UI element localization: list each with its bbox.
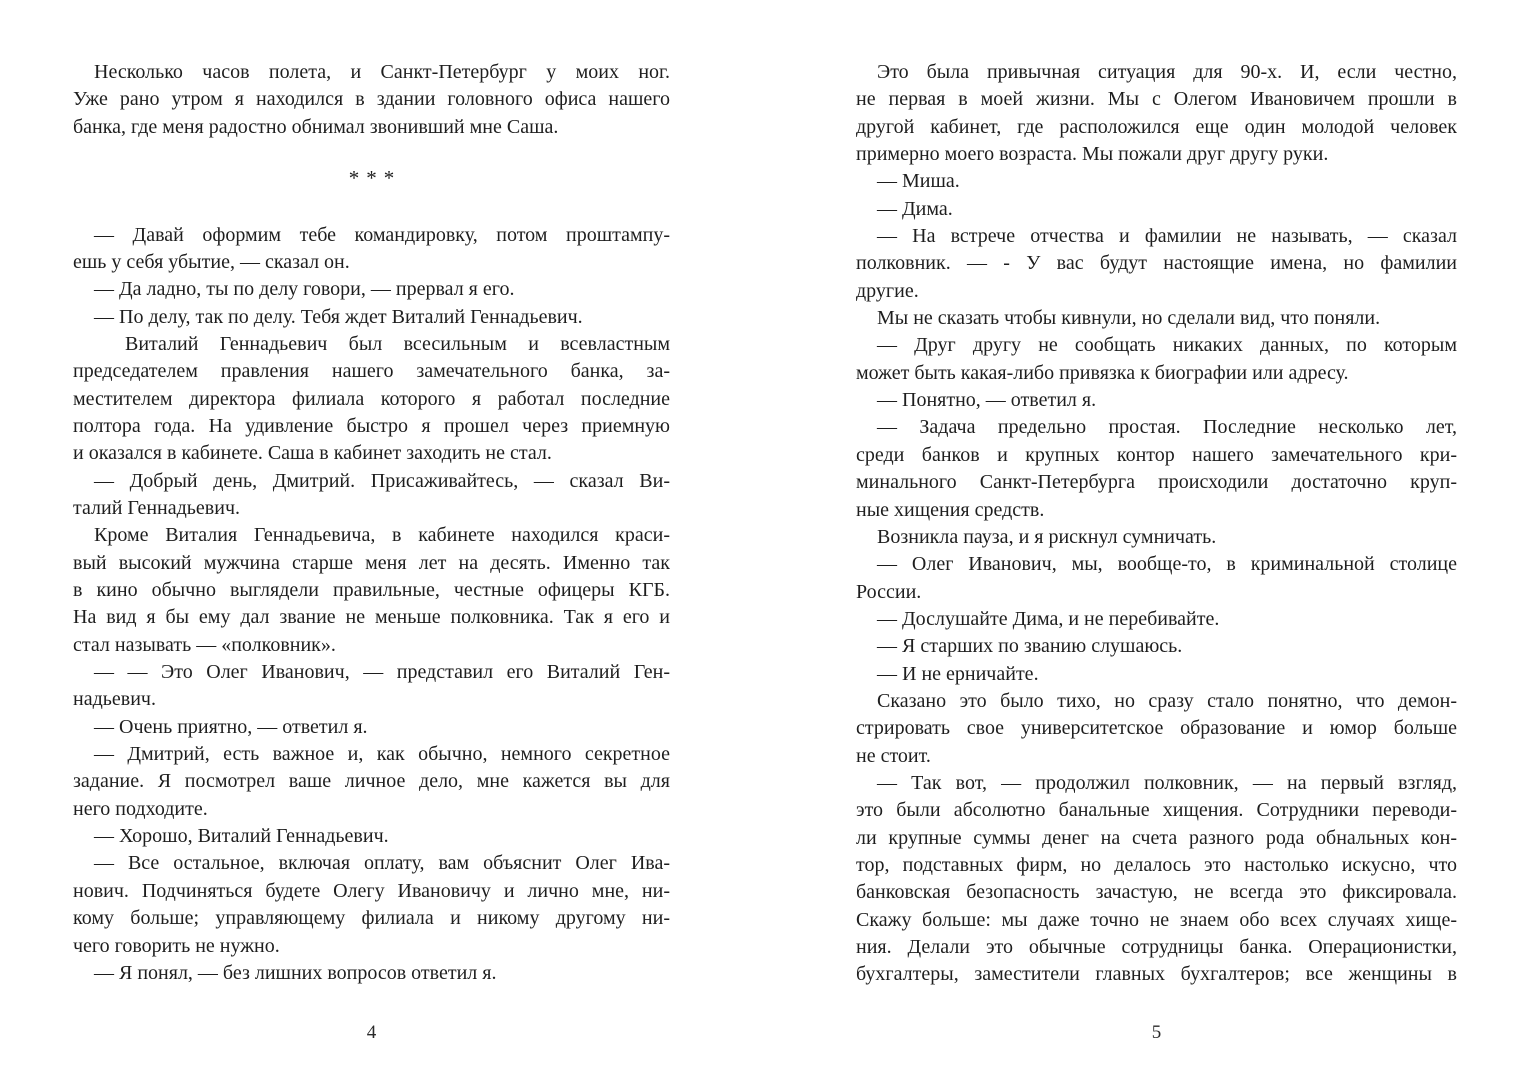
text-line: может быть какая-либо привязка к биографии или адресу. bbox=[856, 361, 1349, 384]
text-line: банка, где меня радостно обнимал звонивший мне Саша. bbox=[73, 115, 559, 138]
text-line: надьевич. bbox=[73, 688, 156, 711]
text-line: бухгалтеры, заместители главных бухгалтеров; все женщины в bbox=[856, 963, 1457, 986]
text-line: ешь у себя убытие, — сказал он. bbox=[73, 250, 350, 273]
text-line: задание. Я посмотрел ваше личное дело, мне кажется вы для bbox=[73, 770, 670, 793]
text-line: другой кабинет, где расположился еще один молодой человек bbox=[856, 115, 1457, 138]
page-left-text bbox=[73, 59, 670, 987]
text-line: председателем правления нашего замечательного банка, за- bbox=[73, 360, 670, 383]
text-line: — Друг другу не сообщать никаких данных, по которым bbox=[877, 334, 1457, 357]
text-line: Скажу больше: мы даже точно не знаем обо всех случаях хище- bbox=[856, 908, 1457, 931]
text-line: — Я старших по званию слушаюсь. bbox=[877, 635, 1183, 658]
text-line: минального Санкт-Петербурга происходили достаточно круп- bbox=[856, 471, 1457, 494]
text-line: не первая в моей жизни. Мы с Олегом Ивановичем прошли в bbox=[856, 88, 1457, 111]
text-line: — Миша. bbox=[877, 170, 960, 193]
text-line: — Очень приятно, — ответил я. bbox=[94, 715, 368, 738]
text-line: чего говорить не нужно. bbox=[73, 934, 280, 957]
text-line: — Задача предельно простая. Последние несколько лет, bbox=[877, 416, 1457, 439]
text-line: ния. Делали это обычные сотрудницы банка. Операционистки, bbox=[856, 936, 1457, 958]
text-line: полтора года. На удивление быстро я прошел через приемную bbox=[73, 414, 670, 437]
text-line: стрировать свое университетское образование и юмор больше bbox=[856, 717, 1457, 740]
text-line: — По делу, так по делу. Тебя ждет Виталий Геннадьевич. bbox=[94, 305, 583, 328]
page-right-text bbox=[856, 59, 1457, 989]
text-line: Мы не сказать чтобы кивнули, но сделали вид, что поняли. bbox=[877, 307, 1381, 330]
text-line: — Так вот, — продолжил полковник, — на первый взгляд, bbox=[877, 771, 1457, 794]
text-line: — Дослушайте Дима, и не перебивайте. bbox=[877, 607, 1220, 630]
text-line: — Да ладно, ты по делу говори, — прервал я его. bbox=[94, 278, 515, 301]
text-line: — На встрече отчества и фамилии не называть, — сказал bbox=[877, 225, 1457, 248]
text-line: местителем директора филиала которого я работал последние bbox=[73, 387, 670, 410]
text-line: — Хорошо, Виталий Геннадьевич. bbox=[94, 825, 389, 848]
text-line: Уже рано утром я находился в здании головного офиса нашего bbox=[73, 88, 670, 111]
text-line: Сказано это было тихо, но сразу стало понятно, что демон- bbox=[877, 689, 1457, 712]
text-line: — И не ерничайте. bbox=[877, 662, 1039, 685]
text-line: кому больше; управляющему филиала и никому другому ни- bbox=[73, 907, 670, 930]
page-number-right: 5 bbox=[1151, 1022, 1162, 1043]
text-line: вый высокий мужчина старше меня лет на десять. Именно так bbox=[73, 551, 670, 574]
text-line: — Давай оформим тебе командировку, потом проштампу- bbox=[94, 223, 670, 246]
text-line: талий Геннадьевич. bbox=[73, 497, 241, 519]
text-line: в кино обычно выглядели правильные, честные офицеры КГБ. bbox=[73, 579, 670, 602]
text-line: России. bbox=[856, 580, 922, 603]
text-line: тор, подставных фирм, но делалось это настолько искусно, что bbox=[856, 853, 1457, 876]
text-line: него подходите. bbox=[73, 797, 208, 820]
text-line: полковник. — - У вас будут настоящие имена, но фамилии bbox=[856, 252, 1457, 275]
text-line: нович. Подчиняться будете Олегу Ивановичу и лично мне, ни- bbox=[73, 879, 670, 902]
text-line: среди банков и крупных контор нашего замечательного кри- bbox=[856, 443, 1457, 466]
text-line: ные хищения средств. bbox=[856, 498, 1045, 521]
text-line: — Я понял, — без лишних вопросов ответил я. bbox=[94, 961, 497, 984]
text-line: Виталий Геннадьевич был всесильным и всевластным bbox=[125, 332, 670, 355]
text-line: — Олег Иванович, мы, вообще-то, в криминальной столице bbox=[877, 553, 1457, 576]
text-line: стал называть — «полковник». bbox=[73, 633, 336, 656]
text-line: — Добрый день, Дмитрий. Присаживайтесь, — сказал Ви- bbox=[94, 469, 670, 492]
text-line: Это была привычная ситуация для 90-х. И, если честно, bbox=[877, 61, 1457, 83]
section-separator: *** bbox=[348, 165, 402, 190]
text-line: — Дима. bbox=[877, 197, 953, 220]
text-line: На вид я бы ему дал звание не меньше полковника. Так я его и bbox=[73, 606, 670, 629]
page-number-left: 4 bbox=[366, 1022, 377, 1043]
text-line: примерно моего возраста. Мы пожали друг другу руки. bbox=[856, 143, 1329, 166]
text-line: — Понятно, — ответил я. bbox=[877, 389, 1097, 412]
text-line: — Все остальное, включая оплату, вам объяснит Олег Ива- bbox=[94, 852, 670, 875]
text-line: Кроме Виталия Геннадьевича, в кабинете находился краси- bbox=[94, 524, 670, 547]
text-line: — — Это Олег Иванович, — представил его Виталий Ген- bbox=[94, 661, 670, 684]
text-line: это были абсолютно банальные хищения. Сотрудники переводи- bbox=[856, 799, 1457, 822]
text-line: Возникла пауза, и я рискнул сумничать. bbox=[877, 525, 1217, 548]
text-line: — Дмитрий, есть важное и, как обычно, немного секретное bbox=[94, 743, 670, 766]
text-line: Несколько часов полета, и Санкт-Петербург у моих ног. bbox=[94, 61, 670, 83]
text-line: другие. bbox=[856, 279, 919, 302]
text-line: не стоит. bbox=[856, 744, 931, 767]
text-line: банковская безопасность зачастую, не всегда это фиксировала. bbox=[856, 881, 1457, 904]
text-line: ли крупные суммы денег на счета разного рода обнальных кон- bbox=[856, 826, 1457, 849]
text-line: и оказался в кабинете. Саша в кабинет заходить не стал. bbox=[73, 442, 552, 465]
